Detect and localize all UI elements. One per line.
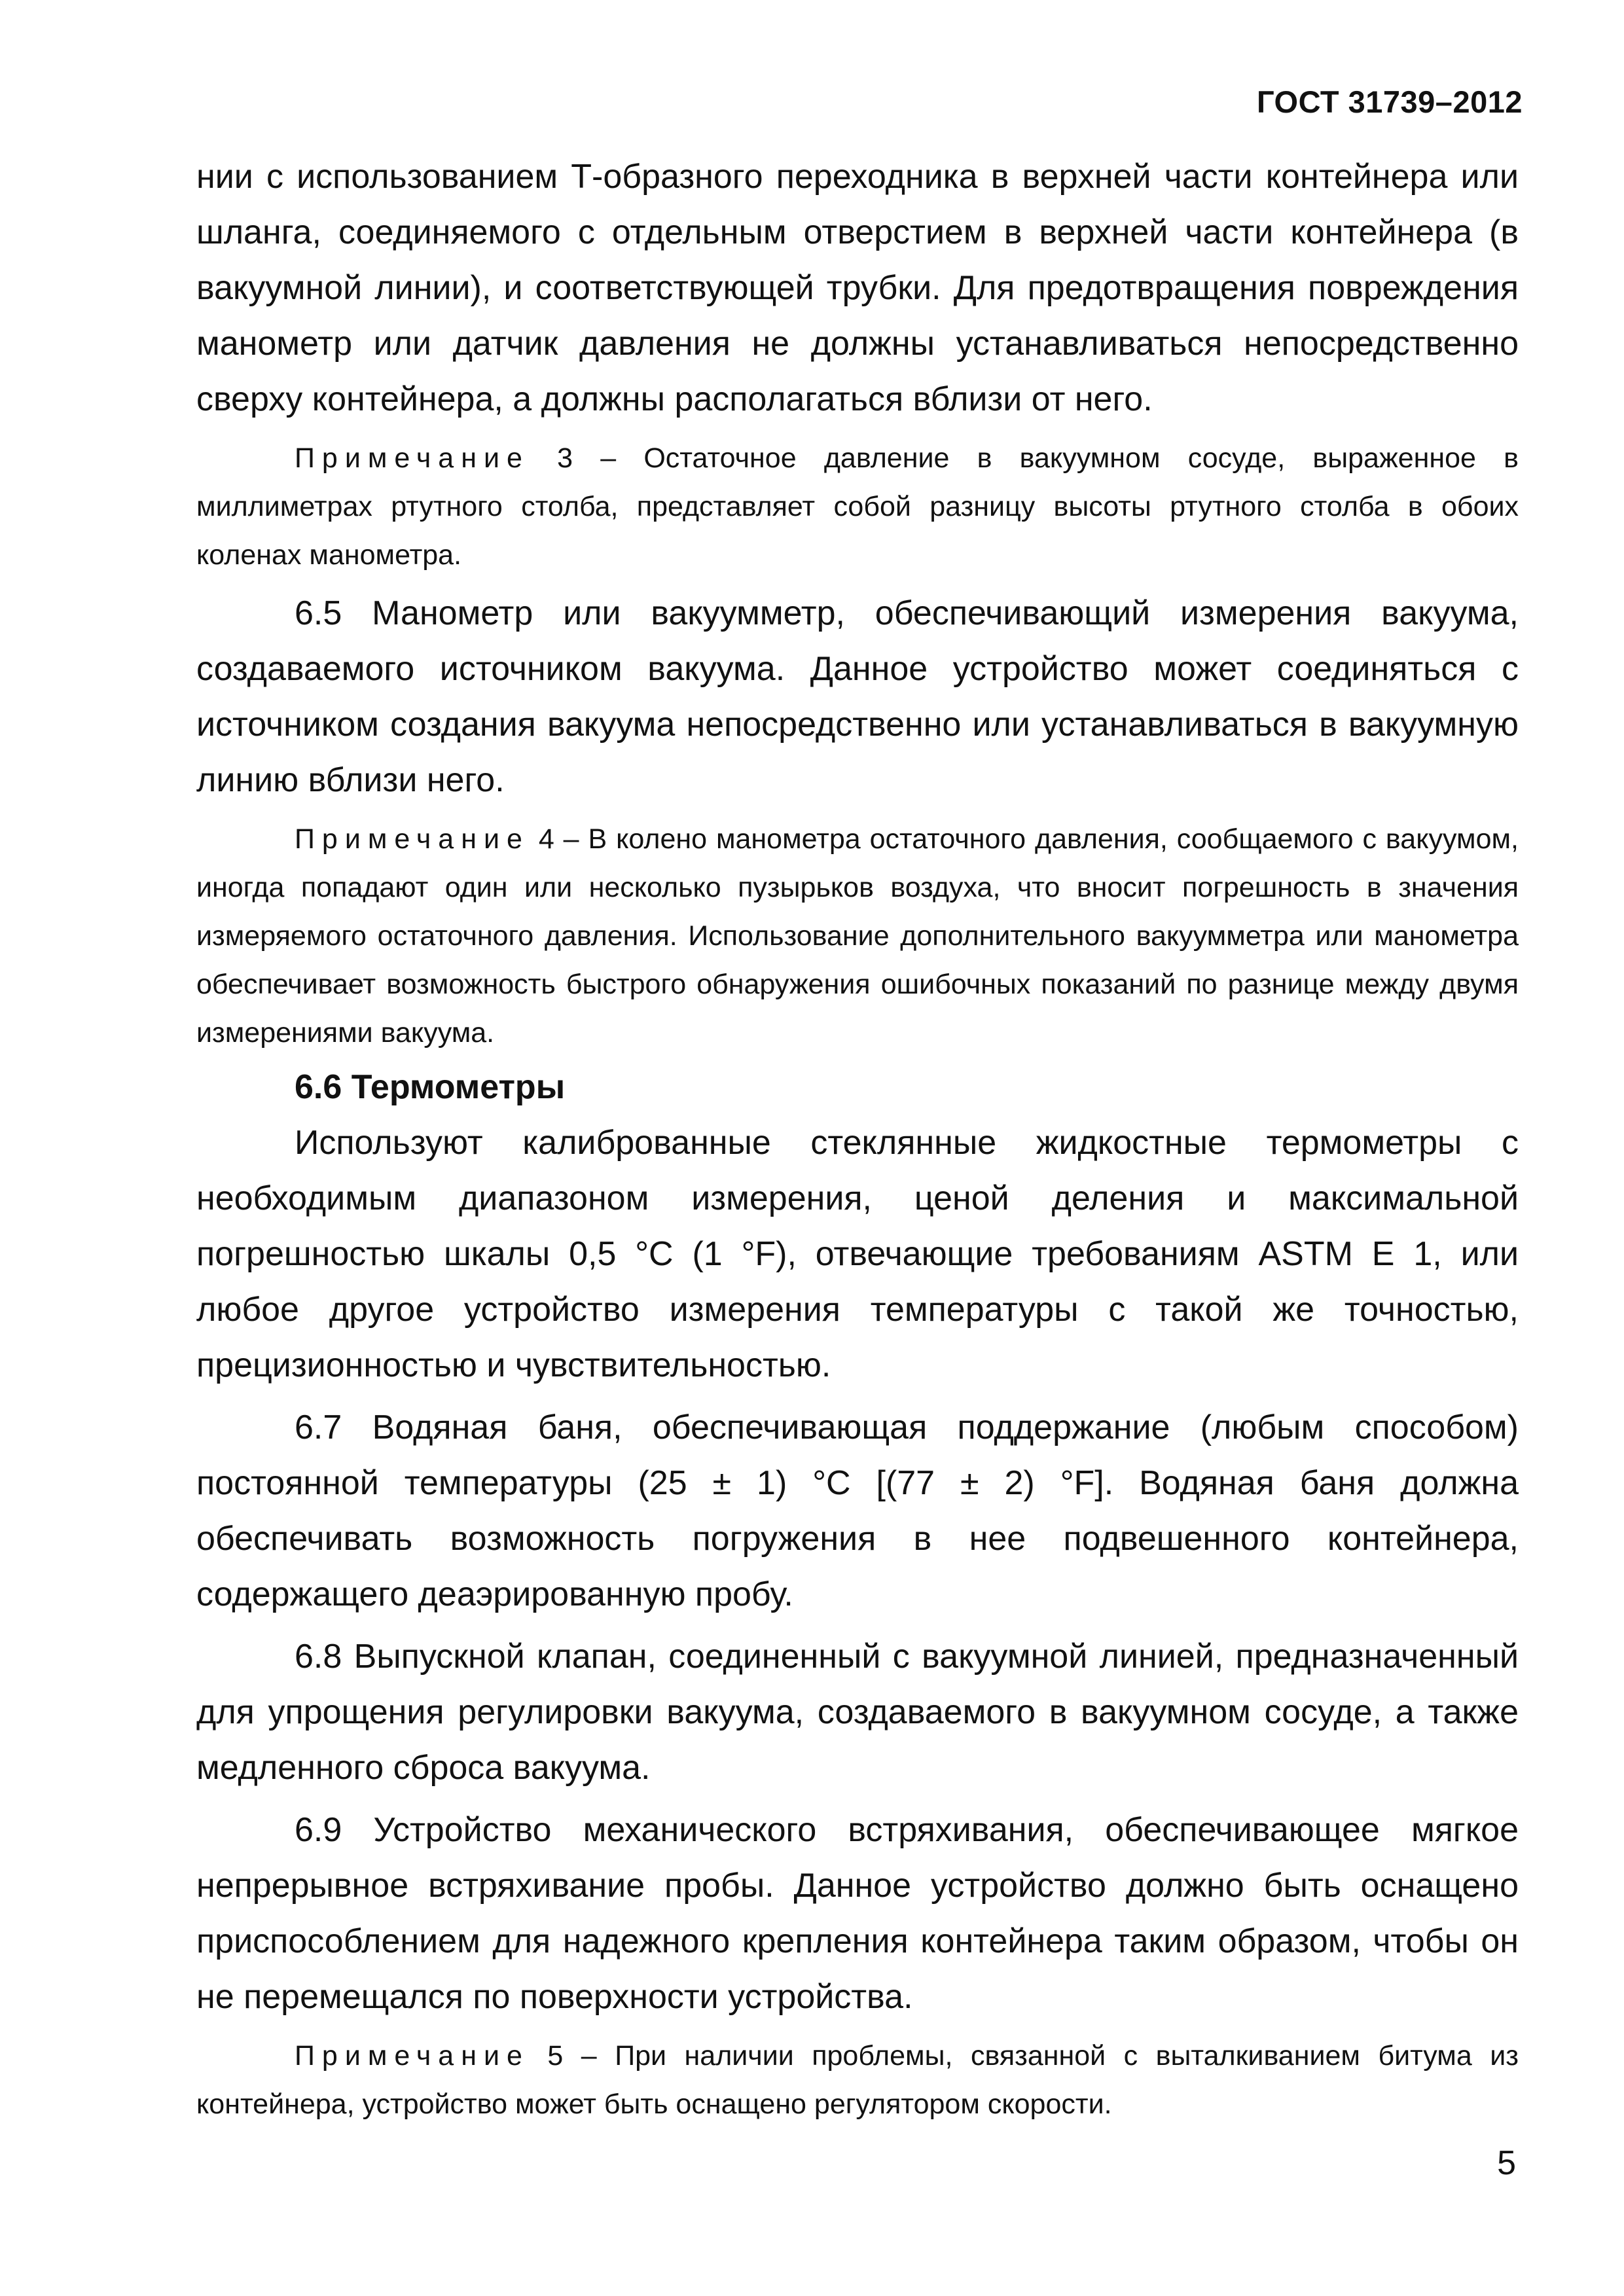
note-4 (196, 815, 1519, 1057)
note-5 (196, 2032, 1519, 2128)
note-5-text: 5 – При наличии проблемы, связанной с выталкиванием битума из контейнера, устройство может быть оснащено регулятором скорости. (196, 2040, 1519, 2120)
note-3-text: 3 – Остаточное давление в вакуумном сосуде, выраженное в миллиметрах ртутного столба, представляет собой разницу высоты ртутного столба в обоих коленах манометра. (196, 442, 1519, 571)
paragraph-6-8: 6.8 Выпускной клапан, соединенный с вакуумной линией, предназначенный для упрощения регулировки вакуума, создаваемого в вакуумном сосуде, а также медленного сброса вакуума. (196, 1638, 1519, 1787)
paragraph-continuation: нии с использованием Т-образного переходника в верхней части контейнера или шланга, соединяемого с отдельным отверстием в верхней части контейнера (в вакуумной линии), и соответствующей трубки. Для предотвращения повреждения манометр или датчик давления не должны устанавливаться непосредственно сверху контейнера, а должны располагаться вблизи от него. (196, 158, 1519, 418)
paragraph-6-5: 6.5 Манометр или вакуумметр, обеспечивающий измерения вакуума, создаваемого источником вакуума. Данное устройство может соединяться с источником создания вакуума непосредственно или устанавливаться в вакуумную линию вблизи него. (196, 594, 1519, 799)
note-4-text: 4 – В колено манометра остаточного давления, сообщаемого с вакуумом, иногда попадают один или несколько пузырьков воздуха, что вносит погрешность в значения измеряемого остаточного давления. Использование дополнительного вакуумметра или манометра обеспечивает возможность быстрого обнаружения ошибочных показаний по разнице между двумя измерениями вакуума. (196, 823, 1519, 1049)
paragraph-6-9: 6.9 Устройство механического встряхивания, обеспечивающее мягкое непрерывное встряхивание пробы. Данное устройство должно быть оснащено приспособлением для надежного крепления контейнера таким образом, чтобы он не перемещался по поверхности устройства. (196, 1811, 1519, 2016)
document-code: ГОСТ 31739–2012 (1256, 84, 1523, 119)
note-5-label: Примечание (295, 2040, 530, 2072)
note-3 (196, 434, 1519, 579)
section-heading-6-6: 6.6 Термометры (295, 1068, 566, 1106)
paragraph-6-6: Используют калиброванные стеклянные жидкостные термометры с необходимым диапазоном измерения, ценой деления и максимальной погрешностью шкалы 0,5 °С (1 °F), отвечающие требованиям ASTM E 1, или любое другое устройство измерения температуры с такой же точностью, прецизионностью и чувствительностью. (196, 1124, 1519, 1384)
page-body (196, 149, 1519, 2128)
page-number: 5 (1497, 2144, 1516, 2182)
note-3-label: Примечание (295, 442, 530, 474)
paragraph-6-7: 6.7 Водяная баня, обеспечивающая поддержание (любым способом) постоянной температуры (25 ± 1) °С [(77 ± 2) °F]. Водяная баня должна обеспечивать возможность погружения в нее подвешенного контейнера, содержащего деаэрированную пробу. (196, 1408, 1519, 1613)
note-4-label: Примечание (295, 823, 530, 855)
